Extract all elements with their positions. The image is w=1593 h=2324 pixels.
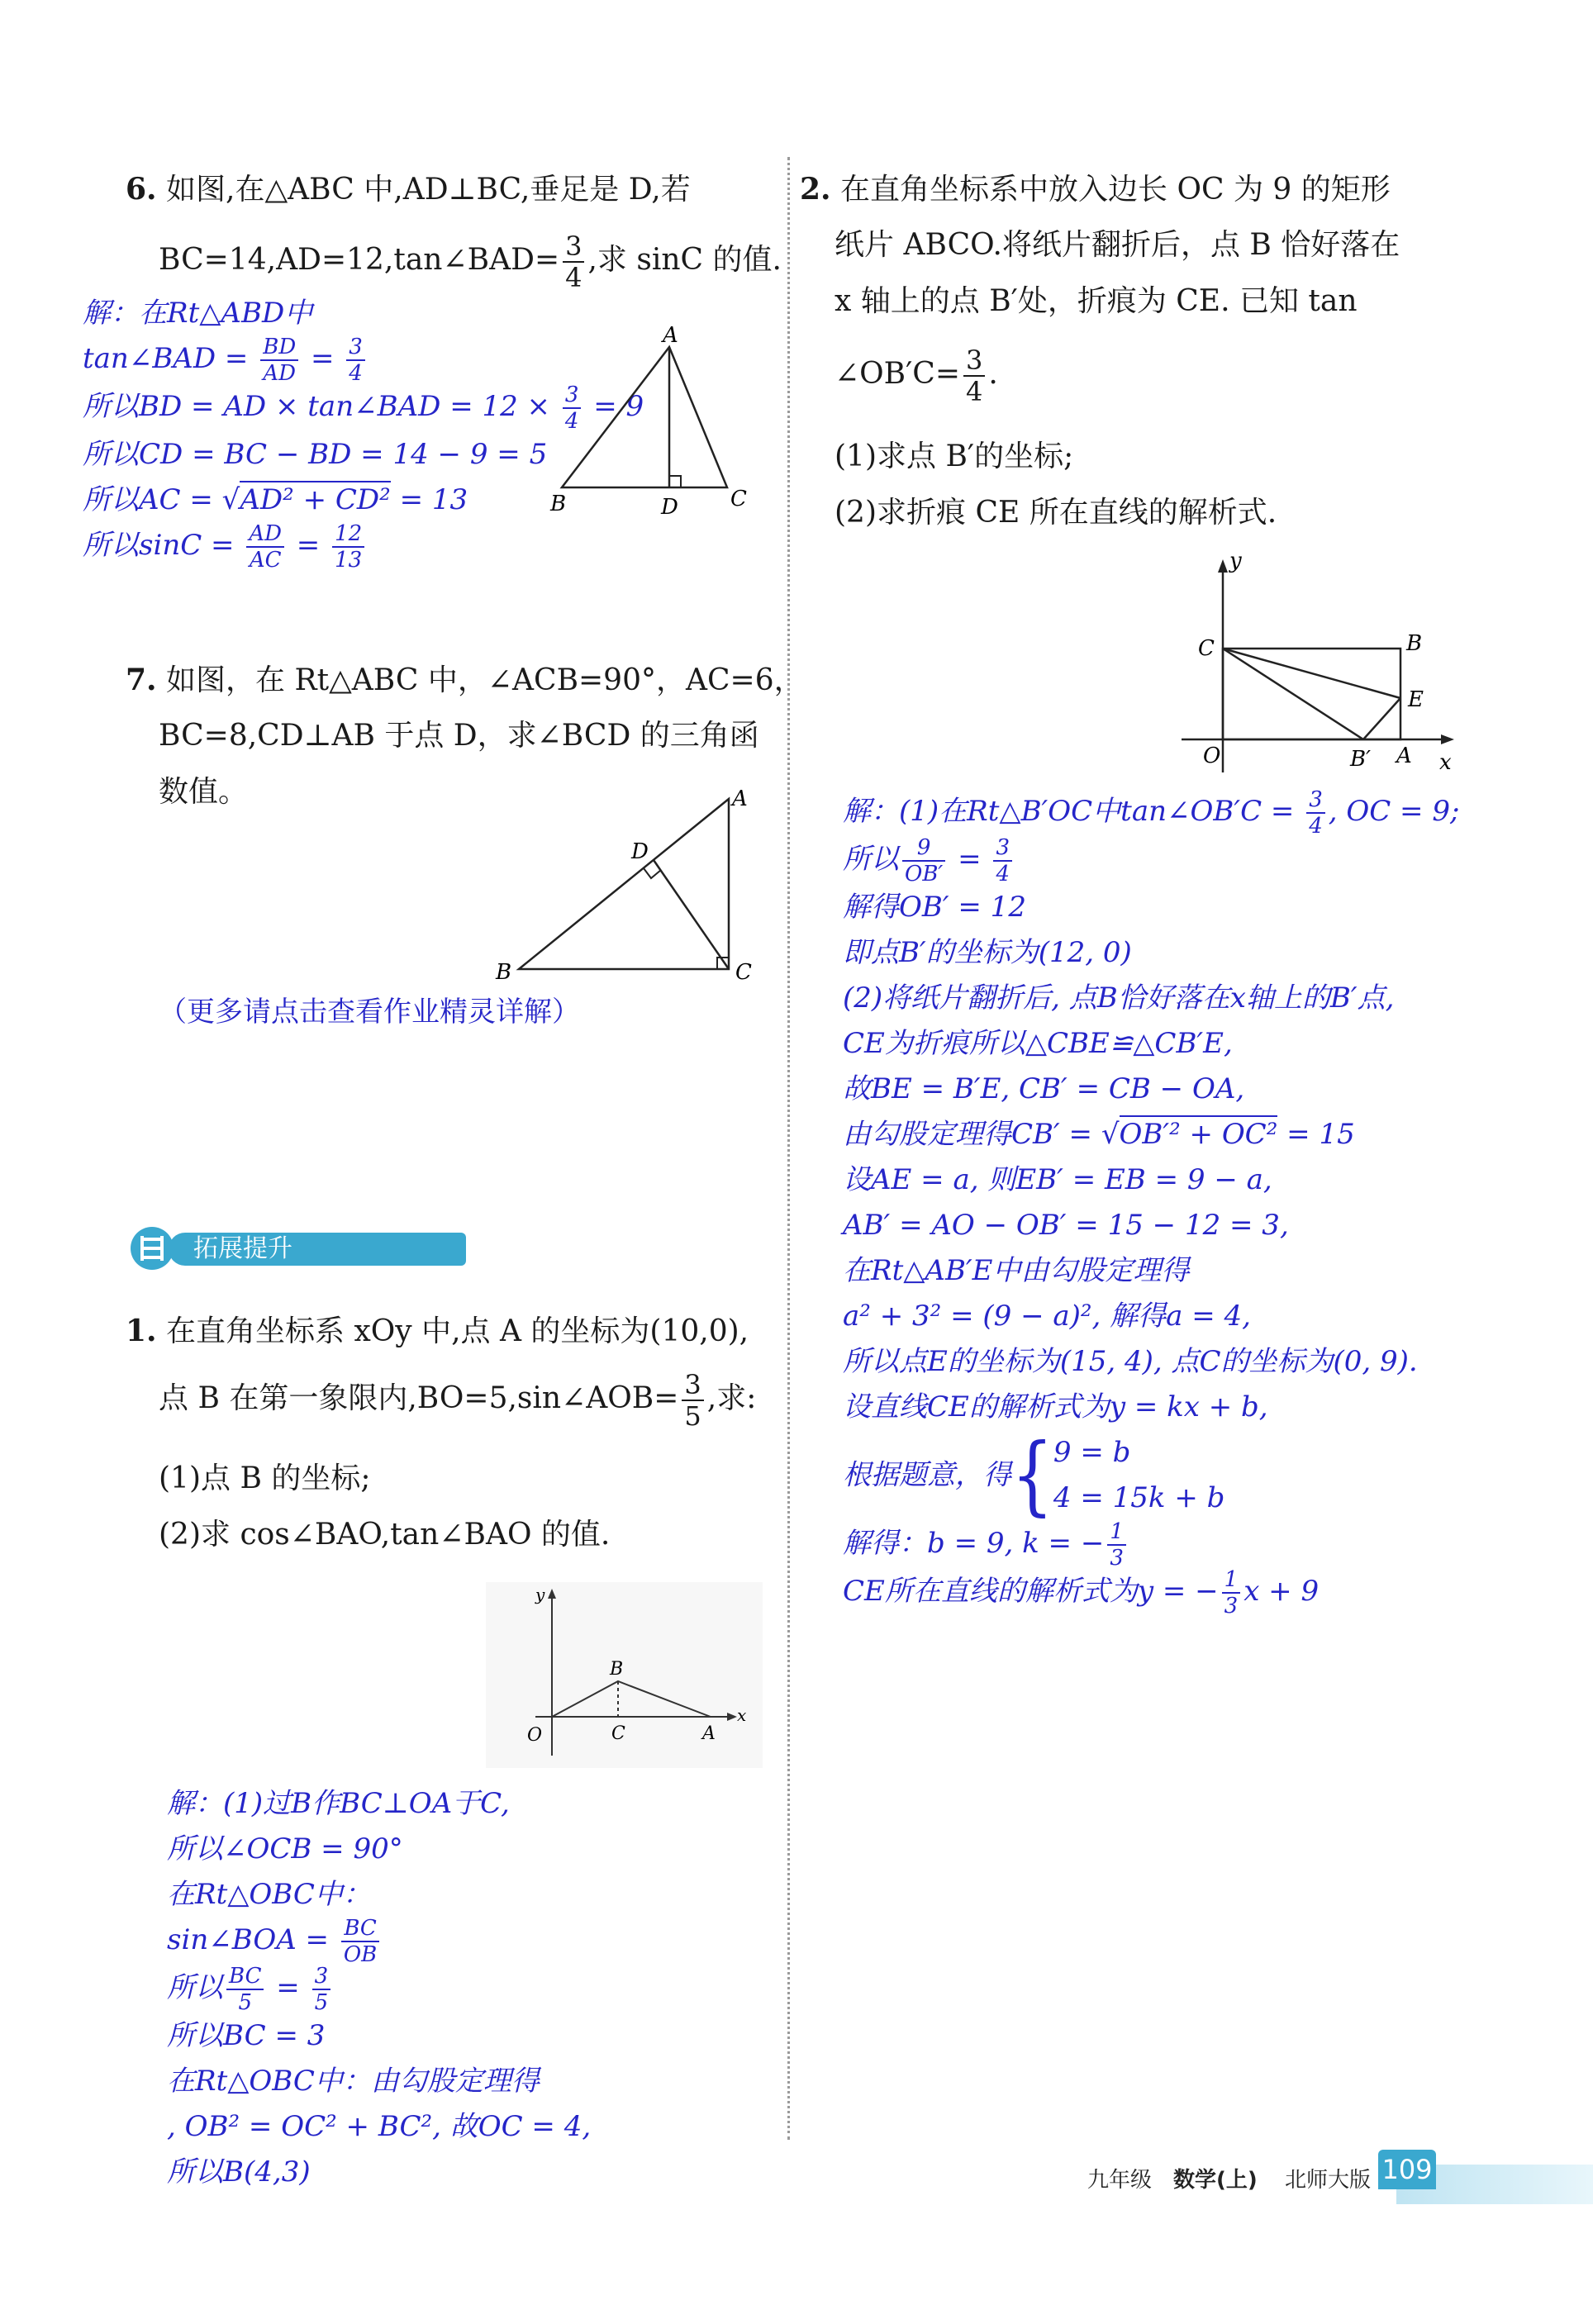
label-y: y <box>1229 549 1242 573</box>
right-angle-d <box>644 868 661 878</box>
q1-part1: (1)点 B 的坐标; <box>159 1461 371 1495</box>
q7-line2: BC=8,CD⊥AB 于点 D，求∠BCD 的三角函 <box>159 719 759 753</box>
q6-line2: BC=14,AD=12,tan∠BAD= $\frac{3}{4}$ ,求 sinC 的值. <box>159 230 782 293</box>
label-o: O <box>1203 744 1221 768</box>
triangle-abc <box>562 347 727 487</box>
q2-part2: (2)求折痕 CE 所在直线的解析式. <box>835 496 1277 530</box>
label-c: C <box>735 960 752 985</box>
q1-solution <box>167 1781 591 2195</box>
label-d: D <box>661 495 678 520</box>
q2-line2: 纸片 ABCO.将纸片翻折后，点 B 恰好落在 <box>835 228 1400 262</box>
label-o: O <box>527 1725 543 1746</box>
label-b: B <box>550 492 567 516</box>
label-c: C <box>730 487 747 511</box>
q6-sol-line2: tan∠BAD = $\frac{BD}{AD}$ = $\frac{3}{4}$ <box>83 336 644 384</box>
q1-sol-line6: 所以BC = 3 <box>167 2019 326 2052</box>
label-a: A <box>663 323 678 348</box>
q2-line1: 2. 在直角坐标系中放入边长 OC 为 9 的矩形 <box>800 172 1391 207</box>
q1-sol-line1: 解：(1)过B作BC⊥OA于C, <box>167 1787 510 1820</box>
label-b: B <box>1406 631 1423 656</box>
y-arrow <box>1218 559 1228 573</box>
q2-sol-line17: CE所在直线的解析式为y = − $\frac{1}{3}$ x + 9 <box>843 1567 1320 1618</box>
q6-text-1: 如图,在△ABC 中,AD⊥BC,垂足是 D,若 <box>166 173 691 207</box>
q2-sol-line9: 设AE = a, 则EB′ = EB = 9 − a, <box>843 1163 1272 1196</box>
q6-text-2: BC=14,AD=12,tan∠BAD= <box>159 243 560 277</box>
section-badge <box>126 1223 340 1274</box>
q2-number: 2. <box>800 172 831 207</box>
segment-cbprime <box>1223 649 1363 739</box>
q2-part1: (1)求点 B′的坐标; <box>835 440 1074 473</box>
q2-sol-line12: a² + 3² = (9 − a)², 解得a = 4, <box>843 1300 1251 1333</box>
q6-sol-line1: 解：在Rt△ABD中 <box>83 297 313 330</box>
q2-sol-line6: CE为折痕所以△CBE≌△CB′E, <box>843 1027 1233 1060</box>
label-a: A <box>732 787 748 811</box>
label-bprime: B′ <box>1350 747 1372 772</box>
q2-sol-line13: 所以点E的坐标为(15, 4), 点C的坐标为(0, 9). <box>843 1345 1418 1378</box>
q1-sol-line3: 在Rt△OBC中： <box>167 1878 371 1911</box>
label-b: B <box>496 960 512 985</box>
q2-sol-line11: 在Rt△AB′E中由勾股定理得 <box>843 1254 1190 1287</box>
q1-sol-line5: 所以 $\frac{BC}{5}$ = $\frac{3}{5}$ <box>167 1965 591 2013</box>
label-a: A <box>1396 744 1412 768</box>
q2-sol-line10: AB′ = AO − OB′ = 15 − 12 = 3, <box>843 1209 1289 1242</box>
q2-solution <box>843 789 1459 1617</box>
footer-grade: 九年级 <box>1087 2168 1153 2193</box>
q2-sol-line4: 即点B′的坐标为(12, 0) <box>843 936 1132 969</box>
q2-sol-line8: 由勾股定理得CB′ = √OB′² + OC² = 15 <box>843 1112 1459 1157</box>
q6-number: 6. <box>126 172 157 207</box>
segment-cd <box>654 860 729 969</box>
q6-fraction: $\frac{3}{4}$ <box>563 233 584 291</box>
triangle-abc <box>519 799 729 969</box>
label-b: B <box>610 1659 624 1680</box>
q6-sol-line3: 所以BD = AD × tan∠BAD = 12 × $\frac{3}{4}$ = 9 <box>83 383 644 434</box>
q7-line3: 数值。 <box>159 775 249 809</box>
footer-edition: 北师大版 <box>1285 2168 1372 2193</box>
label-d: D <box>631 839 649 864</box>
right-angle-mark <box>669 476 681 487</box>
label-a: A <box>702 1723 716 1744</box>
section-title: 拓展提升 <box>169 1233 466 1266</box>
q2-sol-line16: 解得：b = 9, k = − $\frac{1}{3}$ <box>843 1521 1459 1569</box>
q2-sol-line7: 故BE = B′E, CB′ = CB − OA, <box>843 1072 1245 1105</box>
q1-coordinate-figure <box>486 1582 763 1768</box>
q1-sol-line4: sin∠BOA = $\frac{BC}{OB}$ <box>167 1918 591 1965</box>
q7-number: 7. <box>126 663 157 697</box>
q2-sol-line15: 根据题意，得{ 9 = b 4 = 15k + b <box>843 1424 1225 1525</box>
q2-sol-line2: 所以 $\frac{9}{OB'}$ = $\frac{3}{4}$ <box>843 837 1459 885</box>
page-number: 109 <box>1378 2150 1436 2189</box>
label-y: y <box>535 1585 545 1604</box>
q2-sol-line14: 设直线CE的解析式为y = kx + b, <box>843 1390 1268 1423</box>
q6-sol-line4: 所以CD = BC − BD = 14 − 9 = 5 <box>83 438 548 471</box>
q1-sol-line8: , OB² = OC² + BC², 故OC = 4, <box>167 2110 592 2143</box>
brace-icon: { <box>1011 1424 1053 1525</box>
q6-sol-line5: 所以AC = √AD² + CD² = 13 <box>83 478 644 523</box>
q1-sol-line2: 所以∠OCB = 90° <box>167 1832 403 1865</box>
label-e: E <box>1408 687 1424 712</box>
q1-part2: (2)求 cos∠BAO,tan∠BAO 的值. <box>159 1518 611 1552</box>
q6-line1 <box>126 162 691 217</box>
label-x: x <box>1439 750 1452 775</box>
q1-sol-line7: 在Rt△OBC中：由勾股定理得 <box>167 2065 540 2098</box>
label-c: C <box>611 1723 625 1744</box>
q1-line1: 1. 在直角坐标系 xOy 中,点 A 的坐标为(10,0), <box>126 1314 749 1348</box>
q2-sol-line3: 解得OB′ = 12 <box>843 891 1026 924</box>
q2-line3: x 轴上的点 B′处，折痕为 CE. 已知 tan <box>835 284 1358 318</box>
column-divider <box>787 157 790 2140</box>
q6-triangle-figure <box>537 322 752 520</box>
x-arrow <box>1441 734 1454 744</box>
q2-coordinate-figure <box>1173 549 1471 785</box>
q7-line1: 7. 如图，在 Rt△ABC 中，∠ACB=90°，AC=6， <box>126 663 804 697</box>
q7-triangle-figure <box>487 781 768 991</box>
label-x: x <box>737 1705 747 1725</box>
footer-subject: 数学(上) <box>1173 2168 1258 2193</box>
q2-line4: ∠OB′C= $\frac{3}{4}$ . <box>835 345 998 407</box>
q1-sol-line9: 所以B(4,3) <box>167 2155 311 2189</box>
q2-sol-line5: (2)将纸片翻折后, 点B恰好落在x轴上的B′点, <box>843 981 1395 1015</box>
q1-line2: 点 B 在第一象限内,BO=5,sin∠AOB= $\frac{3}{5}$ ,求: <box>159 1369 757 1432</box>
rectangle-abco <box>1223 649 1400 739</box>
fold-ce <box>1223 649 1400 698</box>
q2-sol-line1: 解：(1)在Rt△B′OC中tan∠OB′C = $\frac{3}{4}$ , OC = 9; <box>843 787 1460 839</box>
label-c: C <box>1198 636 1215 661</box>
q6-sol-line6: 所以sinC = $\frac{AD}{AC}$ = $\frac{12}{13}$ <box>83 523 644 571</box>
q1-number: 1. <box>126 1314 157 1348</box>
segment-bprime-e <box>1363 698 1400 739</box>
view-more-link[interactable]: （更多请点击查看作业精灵详解） <box>159 996 580 1029</box>
